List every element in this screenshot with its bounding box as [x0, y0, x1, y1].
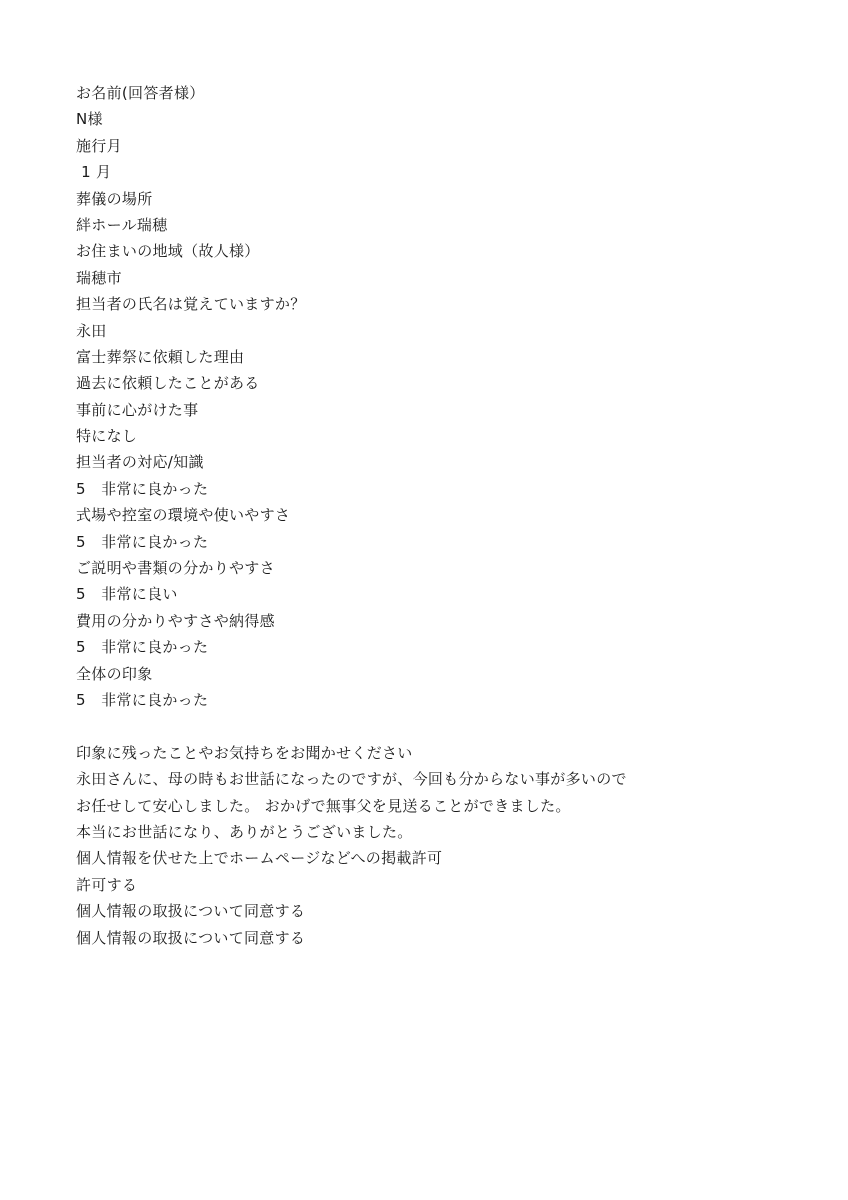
answer-explanation: 5 非常に良い — [76, 585, 178, 604]
question-facility: 式場や控室の環境や使いやすさ — [76, 506, 291, 525]
question-venue: 葬儀の場所 — [76, 189, 153, 208]
question-region: お住まいの地域（故人様） — [76, 242, 260, 261]
question-privacy: 個人情報の取扱について同意する — [76, 902, 306, 921]
answer-venue: 絆ホール瑞穂 — [76, 215, 168, 234]
question-explanation: ご説明や書類の分かりやすさ — [76, 559, 275, 578]
question-reason: 富士葬祭に依頼した理由 — [76, 347, 245, 366]
comment-line-2: お任せして安心しました。 おかげで無事父を見送ることができました。 — [76, 796, 571, 815]
question-publication: 個人情報を伏せた上でホームページなどへの掲載許可 — [76, 849, 443, 868]
answer-staff-name: 永田 — [76, 321, 107, 340]
answer-preparation: 特になし — [76, 427, 138, 446]
question-preparation: 事前に心がけた事 — [76, 400, 199, 419]
answer-overall: 5 非常に良かった — [76, 690, 209, 709]
comment-line-1: 永田さんに、母の時もお世話になったのですが、今回も分からない事が多いので — [76, 770, 627, 789]
question-staff-response: 担当者の対応/知識 — [76, 453, 204, 472]
comment-line-3: 本当にお世話になり、ありがとうございました。 — [76, 822, 413, 841]
answer-cost: 5 非常に良かった — [76, 638, 209, 657]
answer-reason: 過去に依頼したことがある — [76, 374, 260, 393]
survey-document — [76, 80, 776, 951]
answer-region: 瑞穂市 — [76, 268, 122, 287]
answer-privacy: 個人情報の取扱について同意する — [76, 928, 306, 947]
question-cost: 費用の分かりやすさや納得感 — [76, 611, 275, 630]
question-overall: 全体の印象 — [76, 664, 153, 683]
answer-facility: 5 非常に良かった — [76, 532, 209, 551]
question-comment: 印象に残ったことやお気持ちをお聞かせください — [76, 743, 413, 762]
answer-month: 1 月 — [76, 163, 112, 182]
question-name: お名前(回答者様） — [76, 84, 205, 102]
answer-publication: 許可する — [76, 875, 138, 894]
question-month: 施行月 — [76, 136, 122, 155]
answer-staff-response: 5 非常に良かった — [76, 479, 209, 498]
blank-line — [76, 713, 776, 739]
question-staff-name: 担当者の氏名は覚えていますか？ — [76, 295, 306, 314]
answer-name: N様 — [76, 110, 103, 129]
